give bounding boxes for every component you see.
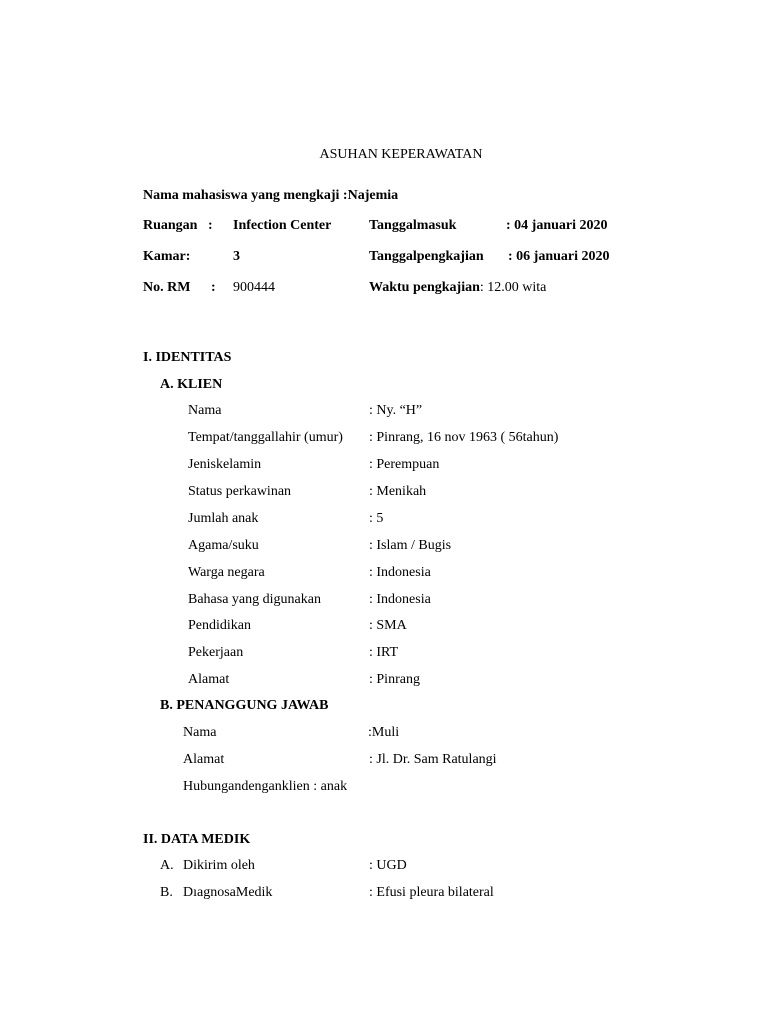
klien-row-label: Pekerjaan bbox=[188, 645, 244, 660]
hubungan-line: Hubungandenganklien : anak bbox=[183, 779, 348, 794]
waktu-value: : 12.00 wita bbox=[479, 280, 547, 295]
waktu-line bbox=[369, 279, 546, 297]
penanggung-row-label: Alamat bbox=[183, 752, 225, 767]
data-medik-value: : Efusi pleura bilateral bbox=[369, 885, 494, 900]
klien-row-value: : Perempuan bbox=[369, 457, 440, 472]
penanggung-row-label: Nama bbox=[183, 725, 217, 740]
klien-row-value: : Menikah bbox=[369, 484, 427, 499]
data-medik-marker: A. bbox=[160, 858, 174, 873]
penanggung-row-value: : Jl. Dr. Sam Ratulangi bbox=[369, 752, 497, 767]
ruangan-colon: : bbox=[208, 218, 213, 233]
klien-row-value: : SMA bbox=[369, 618, 407, 633]
data-medik-label: Dikirim oleh bbox=[183, 858, 255, 873]
data-medik-label: DıagnosaMedik bbox=[183, 885, 273, 900]
klien-row-label: Tempat/tanggallahir (umur) bbox=[188, 430, 343, 445]
klien-row-label: Status perkawinan bbox=[188, 484, 292, 499]
penanggung-jawab-heading: B. PENANGGUNG JAWAB bbox=[160, 698, 329, 713]
klien-row-value: : Ny. “H” bbox=[369, 403, 423, 418]
klien-row-label: Pendidikan bbox=[188, 618, 251, 633]
section-data-medik-heading: II. DATA MEDIK bbox=[143, 832, 251, 847]
kamar-label: Kamar: bbox=[143, 249, 191, 264]
klien-row-value: : Indonesia bbox=[369, 565, 431, 580]
kamar-value: 3 bbox=[233, 249, 240, 264]
document-title: ASUHAN KEPERAWATAN bbox=[319, 147, 483, 162]
student-label: Nama mahasiswa yang mengkaji : bbox=[143, 188, 348, 203]
ruangan-value: Infection Center bbox=[233, 218, 332, 233]
klien-row-value: : IRT bbox=[369, 645, 399, 660]
klien-row-label: Jeniskelamin bbox=[188, 457, 262, 472]
klien-heading: A. KLIEN bbox=[160, 377, 223, 392]
waktu-label: Waktu pengkajian bbox=[369, 280, 480, 295]
klien-row-value: : Pinrang, 16 nov 1963 ( 56tahun) bbox=[369, 430, 559, 445]
klien-row-value: : 5 bbox=[369, 511, 384, 526]
tanggal-masuk-value: : 04 januari 2020 bbox=[506, 218, 608, 233]
no-rm-colon: : bbox=[211, 280, 216, 295]
tanggal-masuk-label: Tanggalmasuk bbox=[369, 218, 457, 233]
student-line bbox=[143, 187, 398, 205]
section-identitas-heading: I. IDENTITAS bbox=[143, 350, 232, 365]
tanggal-pengkajian-value: : 06 januari 2020 bbox=[508, 249, 610, 264]
klien-row-label: Nama bbox=[188, 403, 222, 418]
klien-row-value: : Indonesia bbox=[369, 592, 431, 607]
klien-row-label: Warga negara bbox=[188, 565, 265, 580]
tanggal-pengkajian-label: Tanggalpengkajian bbox=[369, 249, 484, 264]
klien-row-label: Bahasa yang digunakan bbox=[188, 592, 321, 607]
klien-row-label: Jumlah anak bbox=[188, 511, 259, 526]
klien-row-value: : Islam / Bugis bbox=[369, 538, 452, 553]
no-rm-value: 900444 bbox=[233, 280, 275, 295]
klien-row-label: Alamat bbox=[188, 672, 230, 687]
student-value: Najemia bbox=[347, 188, 399, 203]
klien-row-value: : Pinrang bbox=[369, 672, 420, 687]
no-rm-label: No. RM bbox=[143, 280, 191, 295]
ruangan-label: Ruangan bbox=[143, 218, 198, 233]
klien-row-label: Agama/suku bbox=[188, 538, 259, 553]
data-medik-marker: B. bbox=[160, 885, 173, 900]
penanggung-row-value: :Muli bbox=[368, 725, 400, 740]
data-medik-value: : UGD bbox=[369, 858, 407, 873]
